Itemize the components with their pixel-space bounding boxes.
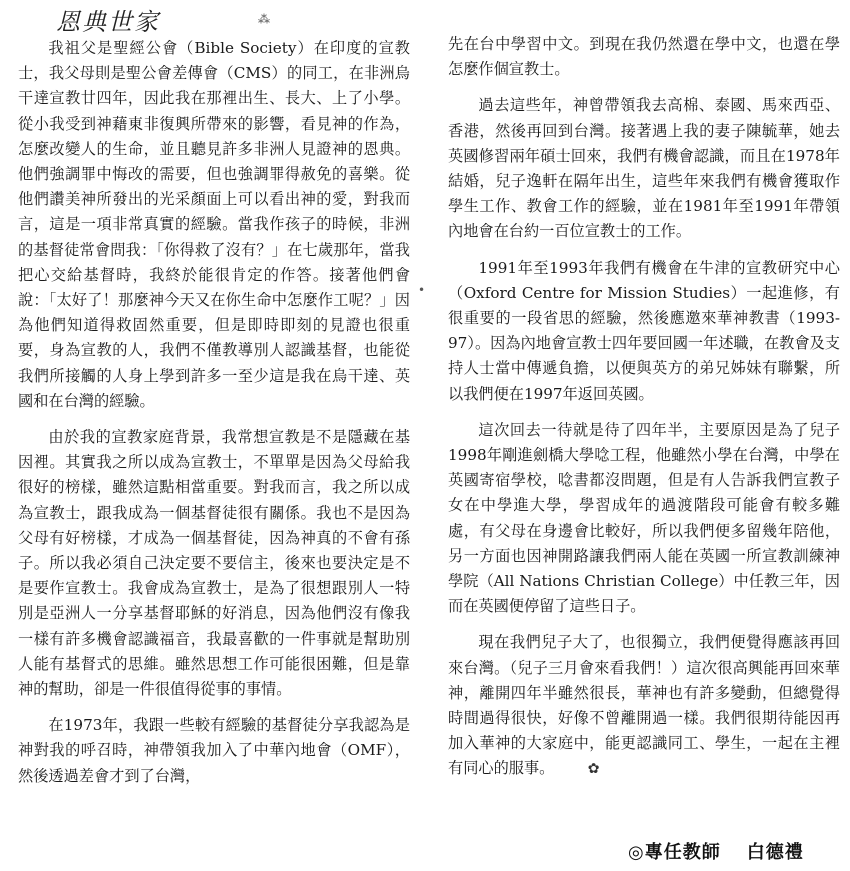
byline (628, 838, 804, 864)
paragraph: 現在我們兒子大了，也很獨立，我們便覺得應該再回來台灣。（兒子三月會來看我們！）這次很高興能再回來華神，離開四年半雖然很長，華神也有許多變動，但總覺得時間過得很快，好像不曾離開過一樣。我們很期待能因再加入華神的大家庭中，能更認識同工、學生，一起在主裡有同心的服事。 (448, 633, 840, 778)
paragraph: 先在台中學習中文。到現在我仍然還在學中文，也還在學怎麼作個宣教士。 (448, 35, 840, 79)
paragraph: 過去這些年，神曾帶領我去高棉、泰國、馬來西亞、香港，然後再回到台灣。接著遇上我的妻子陳毓華，她去英國修習兩年碩士回來，我們有機會認識，而且在1978年結婚，兒子逸軒在隔年出生，這些年來我們有機會獲取作學生工作、教會工作的經驗，並在1981年至1991年帶領內地會在台約一百位宣教士的工作。 (448, 96, 840, 241)
flower-ornament-icon: ✿ (587, 761, 600, 778)
article-title: 恩典世家 (56, 8, 160, 36)
print-speck: • (418, 283, 426, 297)
print-speck: ⁂ (258, 12, 270, 26)
paragraph: 在1973年，我跟一些較有經驗的基督徒分享我認為是神對我的呼召時，神帶領我加入了中華內地會（OMF），然後透過差會才到了台灣， (18, 716, 410, 785)
paragraph: 1991年至1993年我們有機會在牛津的宣教研究中心（Oxford Centre for Mission Studies）一起進修，有很重要的一段省思的經驗，然後應邀來華神教書（1993-97）。因為內地會宣教士四年要回國一年述職，在教會及支持人士當中傳遞負擔，以便與英方的弟兄姊妹有聯繫，所以我們便在1997年返回英國。 (448, 258, 840, 403)
author-name: 白德禮 (746, 842, 804, 863)
paragraph-last (448, 630, 840, 782)
paragraph: 由於我的宣教家庭背景，我常想宣教是不是隱藏在基因裡。其實我之所以成為宣教士，不單單是因為父母給我很好的榜樣，雖然這點相當重要。對我而言，我之所以成為宣教士，跟我成為一個基督徒很有關係。我也不是因為父母有好榜樣，才成為一個基督徒，因為神真的不會有孫子。所以我必須自己決定要不要信主，後來也要決定是不是要作宣教士。我會成為宣教士，是為了很想跟別人一特別是亞洲人一分享基督耶穌的好消息，因為他們沒有像我一樣有許多機會認識福音，我最喜歡的一件事就是幫助別人能有基督式的思維。雖然思想工作可能很困難，但是靠神的幫助，卻是一件很值得從事的事情。 (18, 428, 410, 699)
author-role: ◎專任教師 (628, 842, 721, 863)
paragraph: 我祖父是聖經公會（Bible Society）在印度的宣教士，我父母則是聖公會差傳會（CMS）的同工，在非洲烏干達宣教廿四年，因此我在那裡出生、長大、上了小學。從小我受到神藉東非復興所帶來的影響，看見神的作為，怎麼改變人的生命，並且聽見許多非洲人見證神的恩典。他們強調罪中悔改的需要，但也強調罪得赦免的喜樂。從他們讚美神所發出的光采顏面上可以看出神的愛，對我而言，這是一項非常真實的經驗。當我作孩子的時候，非洲的基督徒常會問我：「你得救了沒有？」在七歲那年，當我把心交給基督時，我終於能很肯定的作答。接著他們會說：「太好了！那麼神今天又在你生命中怎麼作工呢？」因為他們知道得救固然重要，但是即時即刻的見證也很重要，身為宣教的人，我們不僅教導別人認識基督，也能從我們所接觸的人身上學到許多一至少這是我在烏干達、英國和在台灣的經驗。 (18, 39, 410, 410)
paragraph: 這次回去一待就是待了四年半，主要原因是為了兒子1998年剛進劍橋大學唸工程，他雖然小學在台灣，中學在英國寄宿學校，唸書都沒問題，但是有人告訴我們宣教子女在中學進大學，學習成年的過渡階段可能會有較多難處，有父母在身邊會比較好，所以我們便多留幾年陪他，另一方面也因神開路讓我們兩人能在英國一所宣教訓練神學院（All Nations Christian College）中任教三年，因而在英國便停留了這些日子。 (448, 420, 840, 616)
article-left-column (18, 36, 410, 800)
article-right-column (448, 32, 840, 794)
